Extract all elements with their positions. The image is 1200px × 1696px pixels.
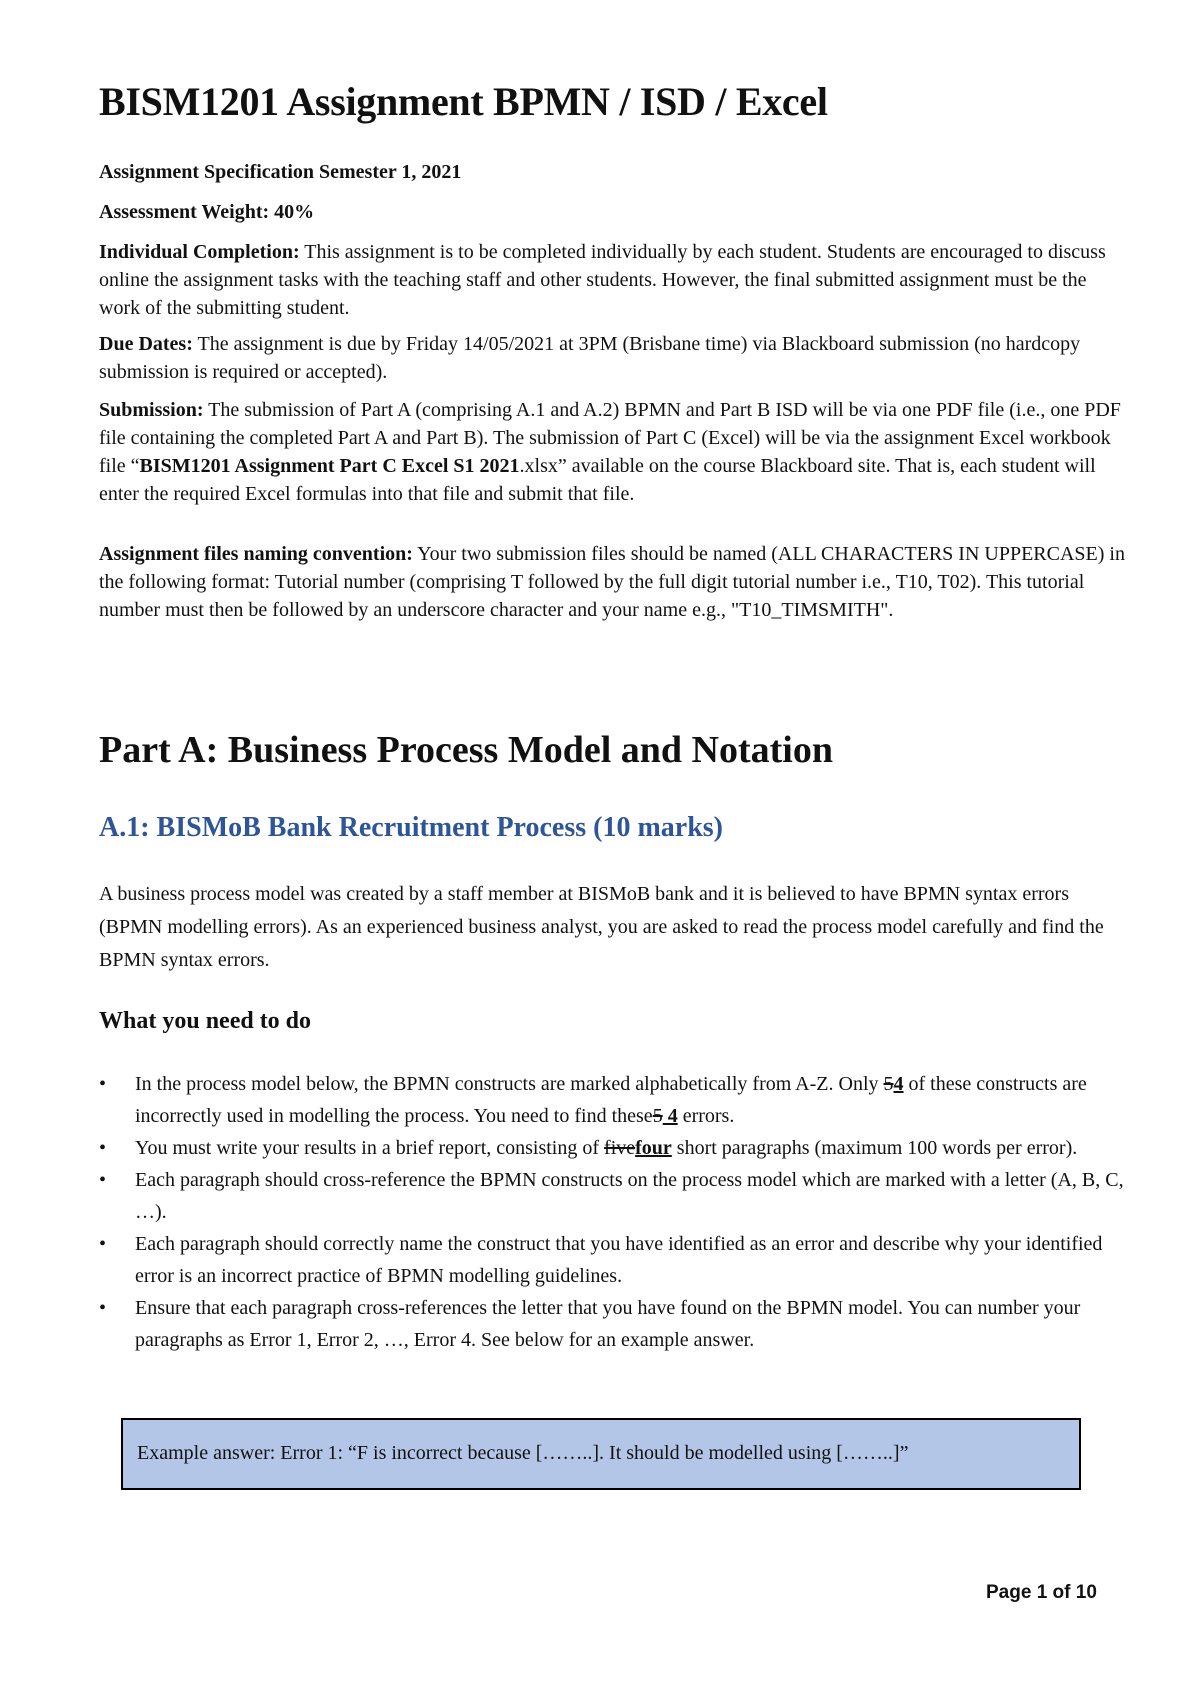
document-title: BISM1201 Assignment BPMN / ISD / Excel bbox=[99, 79, 828, 124]
what-you-need-heading: What you need to do bbox=[99, 1008, 312, 1034]
of-label: of bbox=[1047, 1582, 1076, 1603]
bullet-2-text: You must write your results in a brief report, consisting of bbox=[135, 1137, 605, 1159]
individual-text: This assignment is to be completed individually by each student. Students are encouraged to discuss online the assignment tasks with the teaching staff and other students. However, the final submitted assignment must be the work of the submitting student. bbox=[99, 241, 1106, 319]
page-total: 10 bbox=[1075, 1582, 1097, 1603]
due-label: Due Dates: bbox=[99, 333, 193, 355]
individual-label: Individual Completion: bbox=[99, 241, 300, 263]
naming-label: Assignment files naming convention: bbox=[99, 543, 413, 565]
part-a-heading: Part A: Business Process Model and Notation bbox=[99, 729, 833, 771]
task-list bbox=[99, 1068, 1129, 1356]
due-dates-paragraph bbox=[99, 330, 1129, 386]
submission-text-1: The submission of Part A (comprising A.1 and A.2) BPMN and Part B ISD will be via one PDF file (i.e., one PDF file containing the completed Part A and Part B). The submission of Part C (Excel) will be via the assignment Excel workbook file “ bbox=[99, 399, 1121, 477]
submission-paragraph bbox=[99, 396, 1129, 508]
naming-convention-paragraph bbox=[99, 540, 1129, 624]
list-item bbox=[99, 1068, 1129, 1132]
inserted-count: 4 bbox=[662, 1105, 678, 1127]
a1-heading: A.1: BISMoB Bank Recruitment Process (10 marks) bbox=[99, 812, 723, 843]
submission-file-name: BISM1201 Assignment Part C Excel S1 2021 bbox=[139, 455, 520, 477]
submission-text-2: .xlsx” available on the course Blackboard site. That is, each student will enter the required Excel formulas into that file and submit that file. bbox=[99, 455, 1096, 505]
list-item bbox=[99, 1164, 1129, 1228]
example-answer-box bbox=[121, 1418, 1081, 1490]
bullet-1-text-mid: of these constructs are incorrectly used in modelling the process. You need to find these bbox=[135, 1073, 1087, 1127]
list-item bbox=[99, 1132, 1129, 1164]
deleted-word: five bbox=[604, 1137, 636, 1159]
bullet-3-text: Each paragraph should cross-reference the BPMN constructs on the process model which are marked with a letter (A, B, C, …). bbox=[135, 1169, 1124, 1223]
page-label: Page bbox=[986, 1582, 1037, 1603]
page-number: 1 bbox=[1036, 1582, 1048, 1603]
naming-text: Your two submission files should be named (ALL CHARACTERS IN UPPERCASE) in the following format: Tutorial number (comprising T followed by the full digit tutorial number i.e., T10, T02). This tutorial number must then be followed by an underscore character and your name e.g., "T10_TIMSMITH". bbox=[99, 543, 1125, 621]
spec-text: Assignment Specification Semester 1, 2021 bbox=[99, 161, 462, 183]
bullet-4-text: Each paragraph should correctly name the construct that you have identified as an error and describe why your identified error is an incorrect practice of BPMN modelling guidelines. bbox=[135, 1233, 1103, 1287]
inserted-word: four bbox=[635, 1137, 672, 1159]
individual-completion-paragraph bbox=[99, 238, 1129, 322]
weight-line bbox=[99, 198, 1129, 226]
list-item bbox=[99, 1228, 1129, 1292]
inserted-count: 4 bbox=[893, 1073, 904, 1095]
spec-line bbox=[99, 158, 1129, 186]
bullet-2-text-end: short paragraphs (maximum 100 words per error). bbox=[671, 1137, 1078, 1159]
bullet-1-text: In the process model below, the BPMN constructs are marked alphabetically from A-Z. Only bbox=[135, 1073, 884, 1095]
due-text: The assignment is due by Friday 14/05/2021 at 3PM (Brisbane time) via Blackboard submission (no hardcopy submission is required or accepted). bbox=[99, 333, 1081, 383]
example-answer-text: Example answer: Error 1: “F is incorrect because [……..]. It should be modelled using [……..]” bbox=[137, 1442, 909, 1464]
submission-label: Submission: bbox=[99, 399, 204, 421]
page-footer bbox=[986, 1582, 1097, 1604]
bullet-5-text: Ensure that each paragraph cross-references the letter that you have found on the BPMN model. You can number your paragraphs as Error 1, Error 2, …, Error 4. See below for an example answer. bbox=[135, 1297, 1081, 1351]
deleted-count: 5 bbox=[883, 1073, 894, 1095]
weight-text: Assessment Weight: 40% bbox=[99, 201, 315, 223]
list-item bbox=[99, 1292, 1129, 1356]
bullet-1-text-end: errors. bbox=[677, 1105, 735, 1127]
a1-intro-paragraph: A business process model was created by a staff member at BISMoB bank and it is believed to have BPMN syntax errors (BPMN modelling errors). As an experienced business analyst, you are asked to read the process model carefully and find the BPMN syntax errors. bbox=[99, 883, 1104, 971]
deleted-count: 5 bbox=[652, 1105, 663, 1127]
